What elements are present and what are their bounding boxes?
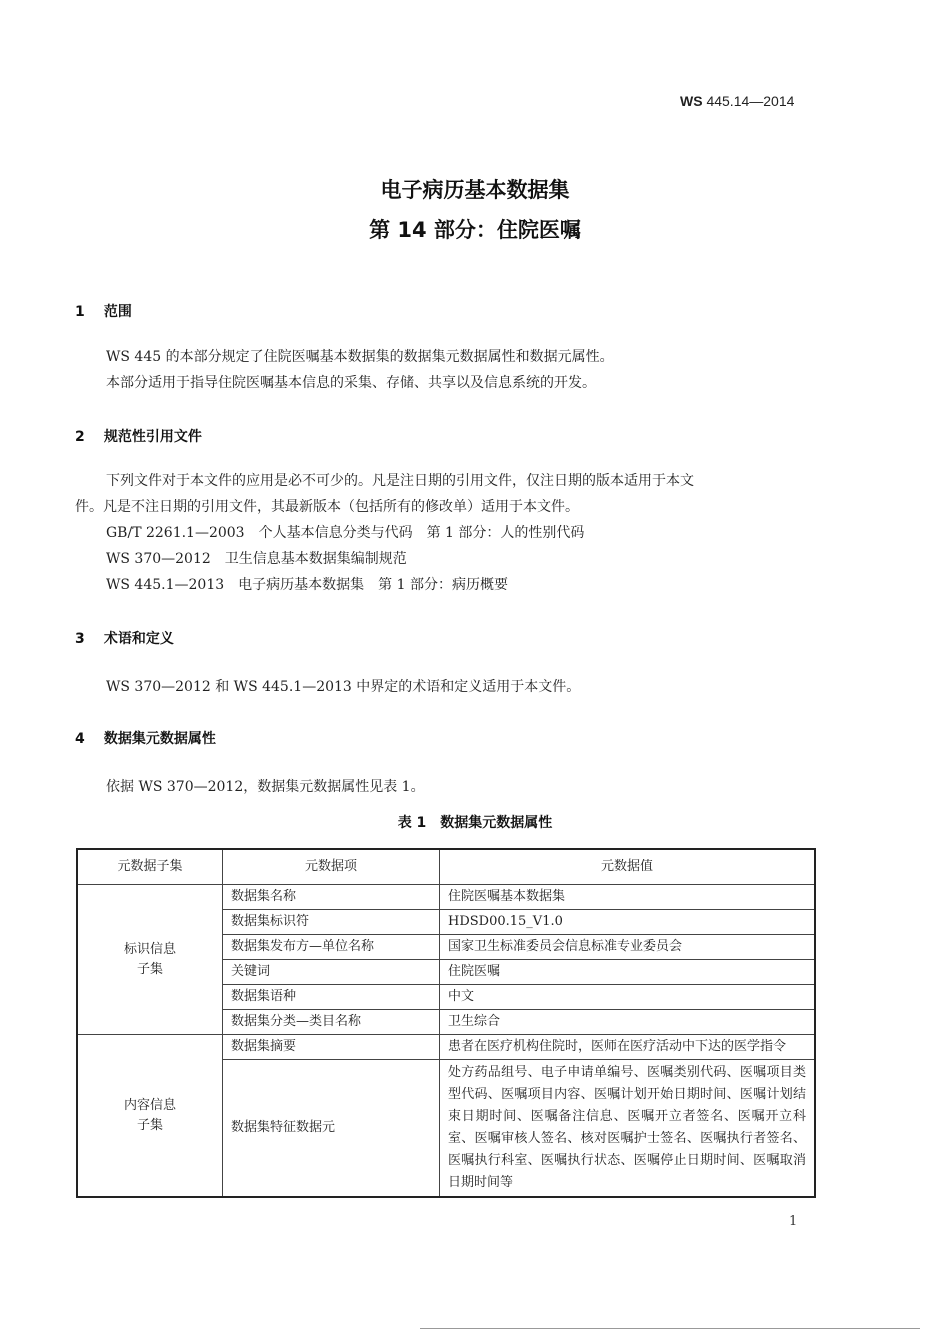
- metadata-item: 数据集发布方—单位名称: [223, 935, 440, 960]
- section-4-heading: [75, 728, 216, 748]
- content-subset-cell: [77, 1035, 223, 1198]
- section-title: 术语和定义: [103, 631, 174, 647]
- section-2-paragraph-line-1: 下列文件对于本文件的应用是必不可少的。凡是注日期的引用文件，仅注日期的版本适用于本文: [106, 473, 694, 489]
- metadata-value: 住院医嘱: [440, 960, 816, 985]
- section-title: 范围: [103, 304, 132, 320]
- standard-code: [680, 93, 794, 109]
- metadata-item: 数据集特征数据元: [223, 1060, 440, 1198]
- metadata-item: 数据集摘要: [223, 1035, 440, 1060]
- document-title: 电子病历基本数据集: [380, 178, 570, 202]
- reference-1: GB/T 2261.1—2003 个人基本信息分类与代码 第 1 部分：人的性别代码: [106, 525, 585, 541]
- metadata-item: 关键词: [223, 960, 440, 985]
- metadata-value: 中文: [440, 985, 816, 1010]
- standard-code-number: 445.14—2014: [706, 93, 795, 109]
- table-header-cell: 元数据值: [440, 849, 816, 885]
- table-row: [77, 1035, 815, 1060]
- table-header-cell: 元数据子集: [77, 849, 223, 885]
- table-header-row: [77, 849, 815, 885]
- section-number: 3: [75, 631, 85, 647]
- document-subtitle: 第 14 部分：住院医嘱: [369, 218, 581, 242]
- section-3-heading: [75, 628, 174, 648]
- section-2-paragraph-line-2: 件。凡是不注日期的引用文件，其最新版本（包括所有的修改单）适用于本文件。: [75, 499, 579, 515]
- section-number: 2: [75, 429, 85, 445]
- section-1-heading: [75, 301, 132, 321]
- section-4-paragraph: 依据 WS 370—2012，数据集元数据属性见表 1。: [106, 779, 425, 795]
- metadata-item: 数据集标识符: [223, 910, 440, 935]
- reference-2: WS 370—2012 卫生信息基本数据集编制规范: [106, 551, 407, 567]
- table-header-cell: 元数据项: [223, 849, 440, 885]
- metadata-value: HDSD00.15_V1.0: [440, 910, 816, 935]
- standard-code-prefix: WS: [680, 93, 703, 109]
- metadata-item: 数据集名称: [223, 885, 440, 910]
- section-1-paragraph-2: 本部分适用于指导住院医嘱基本信息的采集、存储、共享以及信息系统的开发。: [106, 375, 596, 391]
- subset-label-line: 子集: [136, 961, 163, 977]
- section-title: 数据集元数据属性: [103, 731, 216, 747]
- metadata-value: 国家卫生标准委员会信息标准专业委员会: [440, 935, 816, 960]
- metadata-value: 住院医嘱基本数据集: [440, 885, 816, 910]
- section-1-paragraph-1: WS 445 的本部分规定了住院医嘱基本数据集的数据集元数据属性和数据元属性。: [106, 349, 614, 365]
- identification-subset-cell: [77, 885, 223, 1035]
- section-number: 4: [75, 731, 85, 747]
- section-title: 规范性引用文件: [103, 429, 202, 445]
- reference-3: WS 445.1—2013 电子病历基本数据集 第 1 部分：病历概要: [106, 577, 508, 593]
- metadata-value: 患者在医疗机构住院时，医师在医疗活动中下达的医学指令: [440, 1035, 816, 1060]
- metadata-item: 数据集分类—类目名称: [223, 1010, 440, 1035]
- section-3-paragraph: WS 370—2012 和 WS 445.1—2013 中界定的术语和定义适用于本文件。: [106, 679, 581, 695]
- metadata-value: 处方药品组号、电子申请单编号、医嘱类别代码、医嘱项目类型代码、医嘱项目内容、医嘱计划开始日期时间、医嘱计划结束日期时间、医嘱备注信息、医嘱开立者签名、医嘱开立科室、医嘱审核人签名、核对医嘱护士签名、医嘱执行者签名、医嘱执行科室、医嘱执行状态、医嘱停止日期时间、医嘱取消日期时间等: [440, 1060, 816, 1198]
- table-caption: 表 1 数据集元数据属性: [397, 815, 553, 831]
- section-2-heading: [75, 426, 202, 446]
- subset-label-line: 标识信息: [123, 941, 176, 957]
- metadata-value: 卫生综合: [440, 1010, 816, 1035]
- subset-label-line: 子集: [136, 1117, 163, 1133]
- metadata-item: 数据集语种: [223, 985, 440, 1010]
- subset-label-line: 内容信息: [123, 1097, 176, 1113]
- section-number: 1: [75, 304, 85, 320]
- page-number: 1: [789, 1214, 798, 1229]
- metadata-table: [76, 848, 816, 1198]
- table-row: [77, 885, 815, 910]
- scan-edge-line: [420, 1328, 920, 1329]
